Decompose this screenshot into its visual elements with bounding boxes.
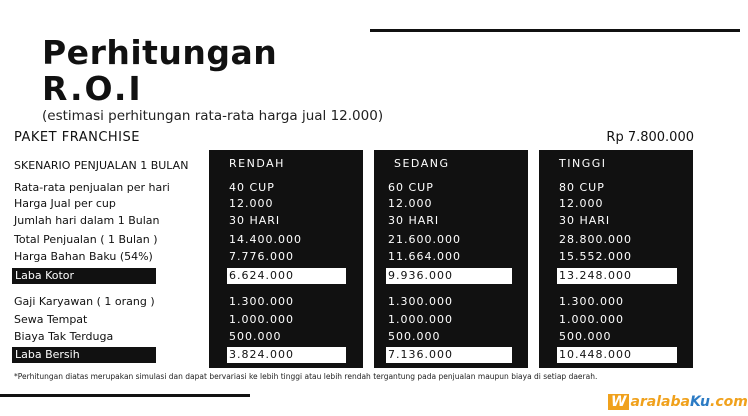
cell-unexpected: 500.000 [388, 330, 441, 343]
cell-total-sales: 21.600.000 [388, 233, 461, 246]
cell-net-profit: 7.136.000 [386, 347, 512, 363]
cell-gross-profit: 6.624.000 [227, 268, 346, 284]
cell-price-per-cup: 12.000 [388, 197, 433, 210]
footnote: *Perhitungan diatas merupakan simulasi dan dapat bervariasi ke lebih tinggi atau lebih rendah tergantung pada penjualan maupun biaya di setiap daerah. [14, 372, 598, 381]
cell-salary: 1.300.000 [388, 295, 453, 308]
brand-logo-w: W [608, 394, 629, 410]
cell-gross-profit: 13.248.000 [557, 268, 677, 284]
row-label-daily-sales: Rata-rata penjualan per hari [14, 181, 170, 194]
cell-net-profit: 3.824.000 [227, 347, 346, 363]
page-subtitle: (estimasi perhitungan rata-rata harga jual 12.000) [42, 108, 384, 124]
cell-salary: 1.300.000 [559, 295, 624, 308]
brand-logo [608, 394, 748, 410]
cell-unexpected: 500.000 [559, 330, 612, 343]
column-header: TINGGI [559, 157, 607, 170]
brand-logo-domain: .com [710, 394, 748, 410]
cell-price-per-cup: 12.000 [559, 197, 604, 210]
cell-rent: 1.000.000 [229, 313, 294, 326]
cell-price-per-cup: 12.000 [229, 197, 274, 210]
scenario-label: SKENARIO PENJUALAN 1 BULAN [14, 159, 189, 172]
cell-days: 30 HARI [229, 214, 281, 227]
cell-days: 30 HARI [559, 214, 611, 227]
cell-rent: 1.000.000 [559, 313, 624, 326]
bottom-divider-line [0, 394, 250, 397]
row-label-price-per-cup: Harga Jual per cup [14, 197, 116, 210]
cell-raw-material: 11.664.000 [388, 250, 461, 263]
row-label-total-sales: Total Penjualan ( 1 Bulan ) [14, 233, 158, 246]
row-label-unexpected: Biaya Tak Terduga [14, 330, 114, 343]
page-title-line1: Perhitungan [42, 33, 278, 72]
row-label-salary: Gaji Karyawan ( 1 orang ) [14, 295, 155, 308]
cell-net-profit: 10.448.000 [557, 347, 677, 363]
brand-logo-ku: Ku [689, 394, 711, 410]
row-label-rent: Sewa Tempat [14, 313, 88, 326]
cell-raw-material: 7.776.000 [229, 250, 294, 263]
cell-daily-sales: 60 CUP [388, 181, 434, 194]
scenario-column-tinggi [539, 150, 693, 368]
cell-total-sales: 14.400.000 [229, 233, 302, 246]
cell-rent: 1.000.000 [388, 313, 453, 326]
cell-raw-material: 15.552.000 [559, 250, 632, 263]
package-price: Rp 7.800.000 [606, 130, 694, 145]
scenario-column-rendah [209, 150, 363, 368]
cell-salary: 1.300.000 [229, 295, 294, 308]
top-divider-line [370, 29, 740, 32]
package-label: PAKET FRANCHISE [14, 130, 140, 145]
cell-total-sales: 28.800.000 [559, 233, 632, 246]
row-label-raw-material: Harga Bahan Baku (54%) [14, 250, 153, 263]
cell-daily-sales: 40 CUP [229, 181, 275, 194]
row-label-gross-profit: Laba Kotor [12, 268, 156, 284]
row-label-days: Jumlah hari dalam 1 Bulan [14, 214, 160, 227]
cell-unexpected: 500.000 [229, 330, 282, 343]
column-header: SEDANG [394, 157, 450, 170]
row-label-net-profit: Laba Bersih [12, 347, 156, 363]
scenario-column-sedang [374, 150, 528, 368]
cell-gross-profit: 9.936.000 [386, 268, 512, 284]
brand-logo-text: aralaba [630, 394, 690, 410]
page-title-line2: R.O.I [42, 69, 143, 108]
cell-days: 30 HARI [388, 214, 440, 227]
cell-daily-sales: 80 CUP [559, 181, 605, 194]
column-header: RENDAH [229, 157, 285, 170]
